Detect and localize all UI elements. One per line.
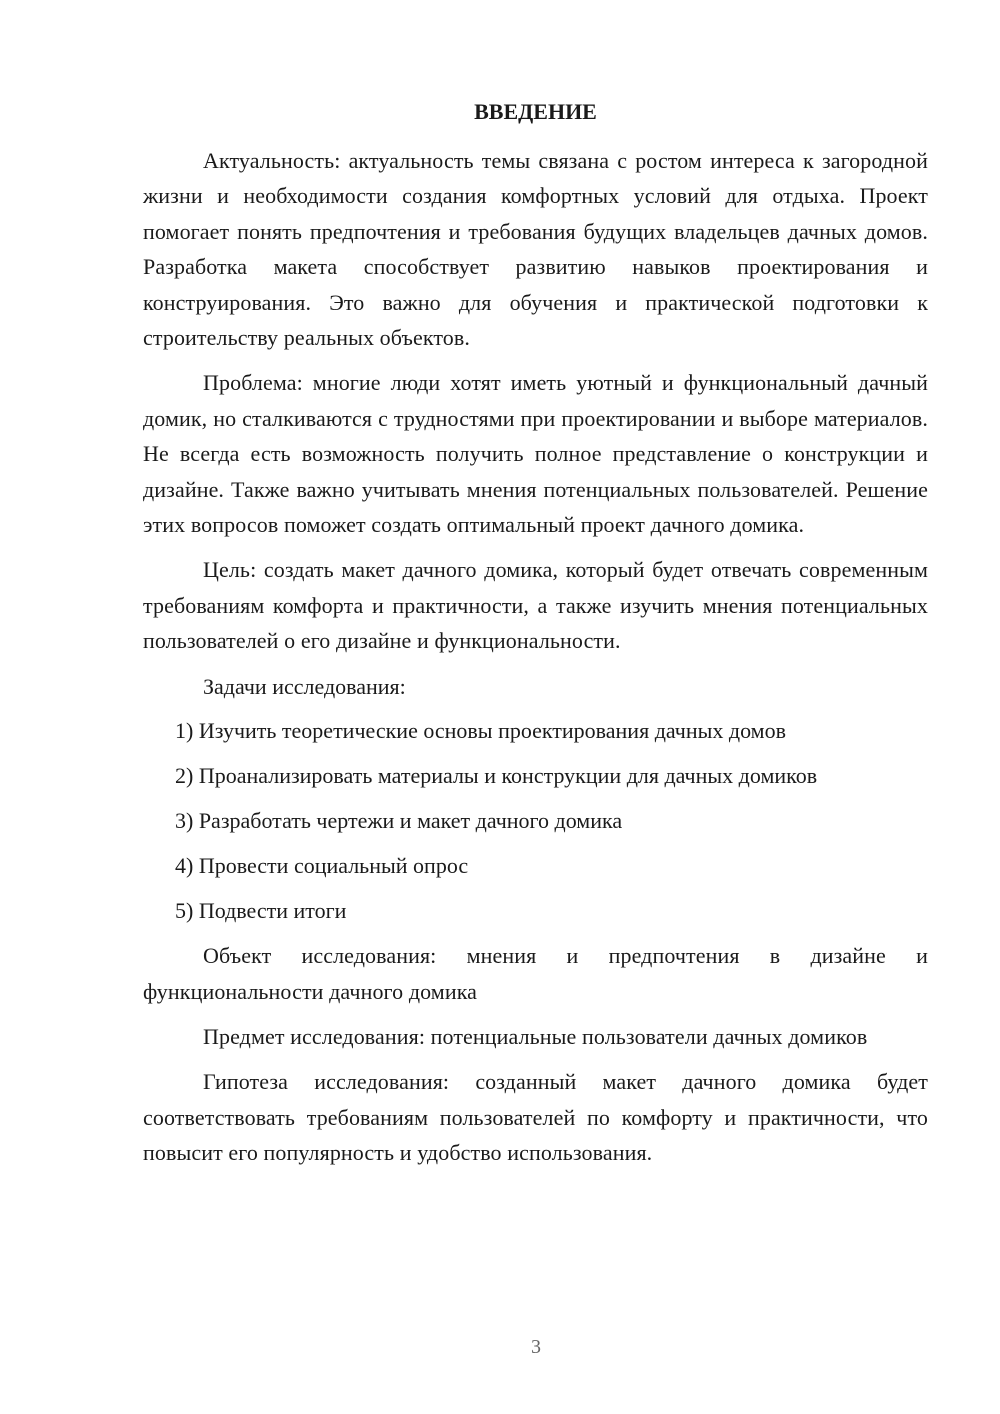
- paragraph-relevance: Актуальность: актуальность темы связана с ростом интереса к загородной жизни и необходимости создания комфортных условий для отдыха. Проект помогает понять предпочтения и требования будущих владельцев дачных домов. Разработка макета способствует развитию навыков проектирования и конструирования. Это важно для обучения и практической подготовки к строительству реальных объектов.: [143, 148, 928, 351]
- paragraph-object: Объект исследования: мнения и предпочтения в дизайне и функциональности дачного домика: [143, 943, 928, 1004]
- document-body: [143, 143, 928, 1181]
- section-heading: ВВЕДЕНИЕ: [474, 99, 597, 124]
- list-item: 3) Разработать чертежи и макет дачного домика: [175, 808, 623, 834]
- list-item: 4) Провести социальный опрос: [175, 853, 469, 879]
- list-item: 1) Изучить теоретические основы проектирования дачных домов: [175, 718, 786, 744]
- paragraph-problem: Проблема: многие люди хотят иметь уютный и функциональный дачный домик, но сталкиваются с трудностями при проектировании и выборе материалов. Не всегда есть возможность получить полное представление о конструкции и дизайне. Также важно учитывать мнения потенциальных пользователей. Решение этих вопросов поможет создать оптимальный проект дачного домика.: [143, 370, 928, 538]
- tasks-title: Задачи исследования:: [203, 673, 406, 699]
- tasks-list: [143, 713, 928, 928]
- list-item: 5) Подвести итоги: [175, 898, 347, 924]
- paragraph-subject: Предмет исследования: потенциальные пользователи дачных домиков: [203, 1023, 868, 1049]
- paragraph-goal: Цель: создать макет дачного домика, который будет отвечать современным требованиям комфорта и практичности, а также изучить мнения потенциальных пользователей о его дизайне и функциональности.: [143, 557, 928, 654]
- paragraph-hypothesis: Гипотеза исследования: созданный макет дачного домика будет соответствовать требованиям пользователей по комфорту и практичности, что повысит его популярность и удобство использования.: [143, 1069, 928, 1166]
- list-item: 2) Проанализировать материалы и конструкции для дачных домиков: [175, 763, 818, 789]
- page-number: 3: [531, 1336, 541, 1358]
